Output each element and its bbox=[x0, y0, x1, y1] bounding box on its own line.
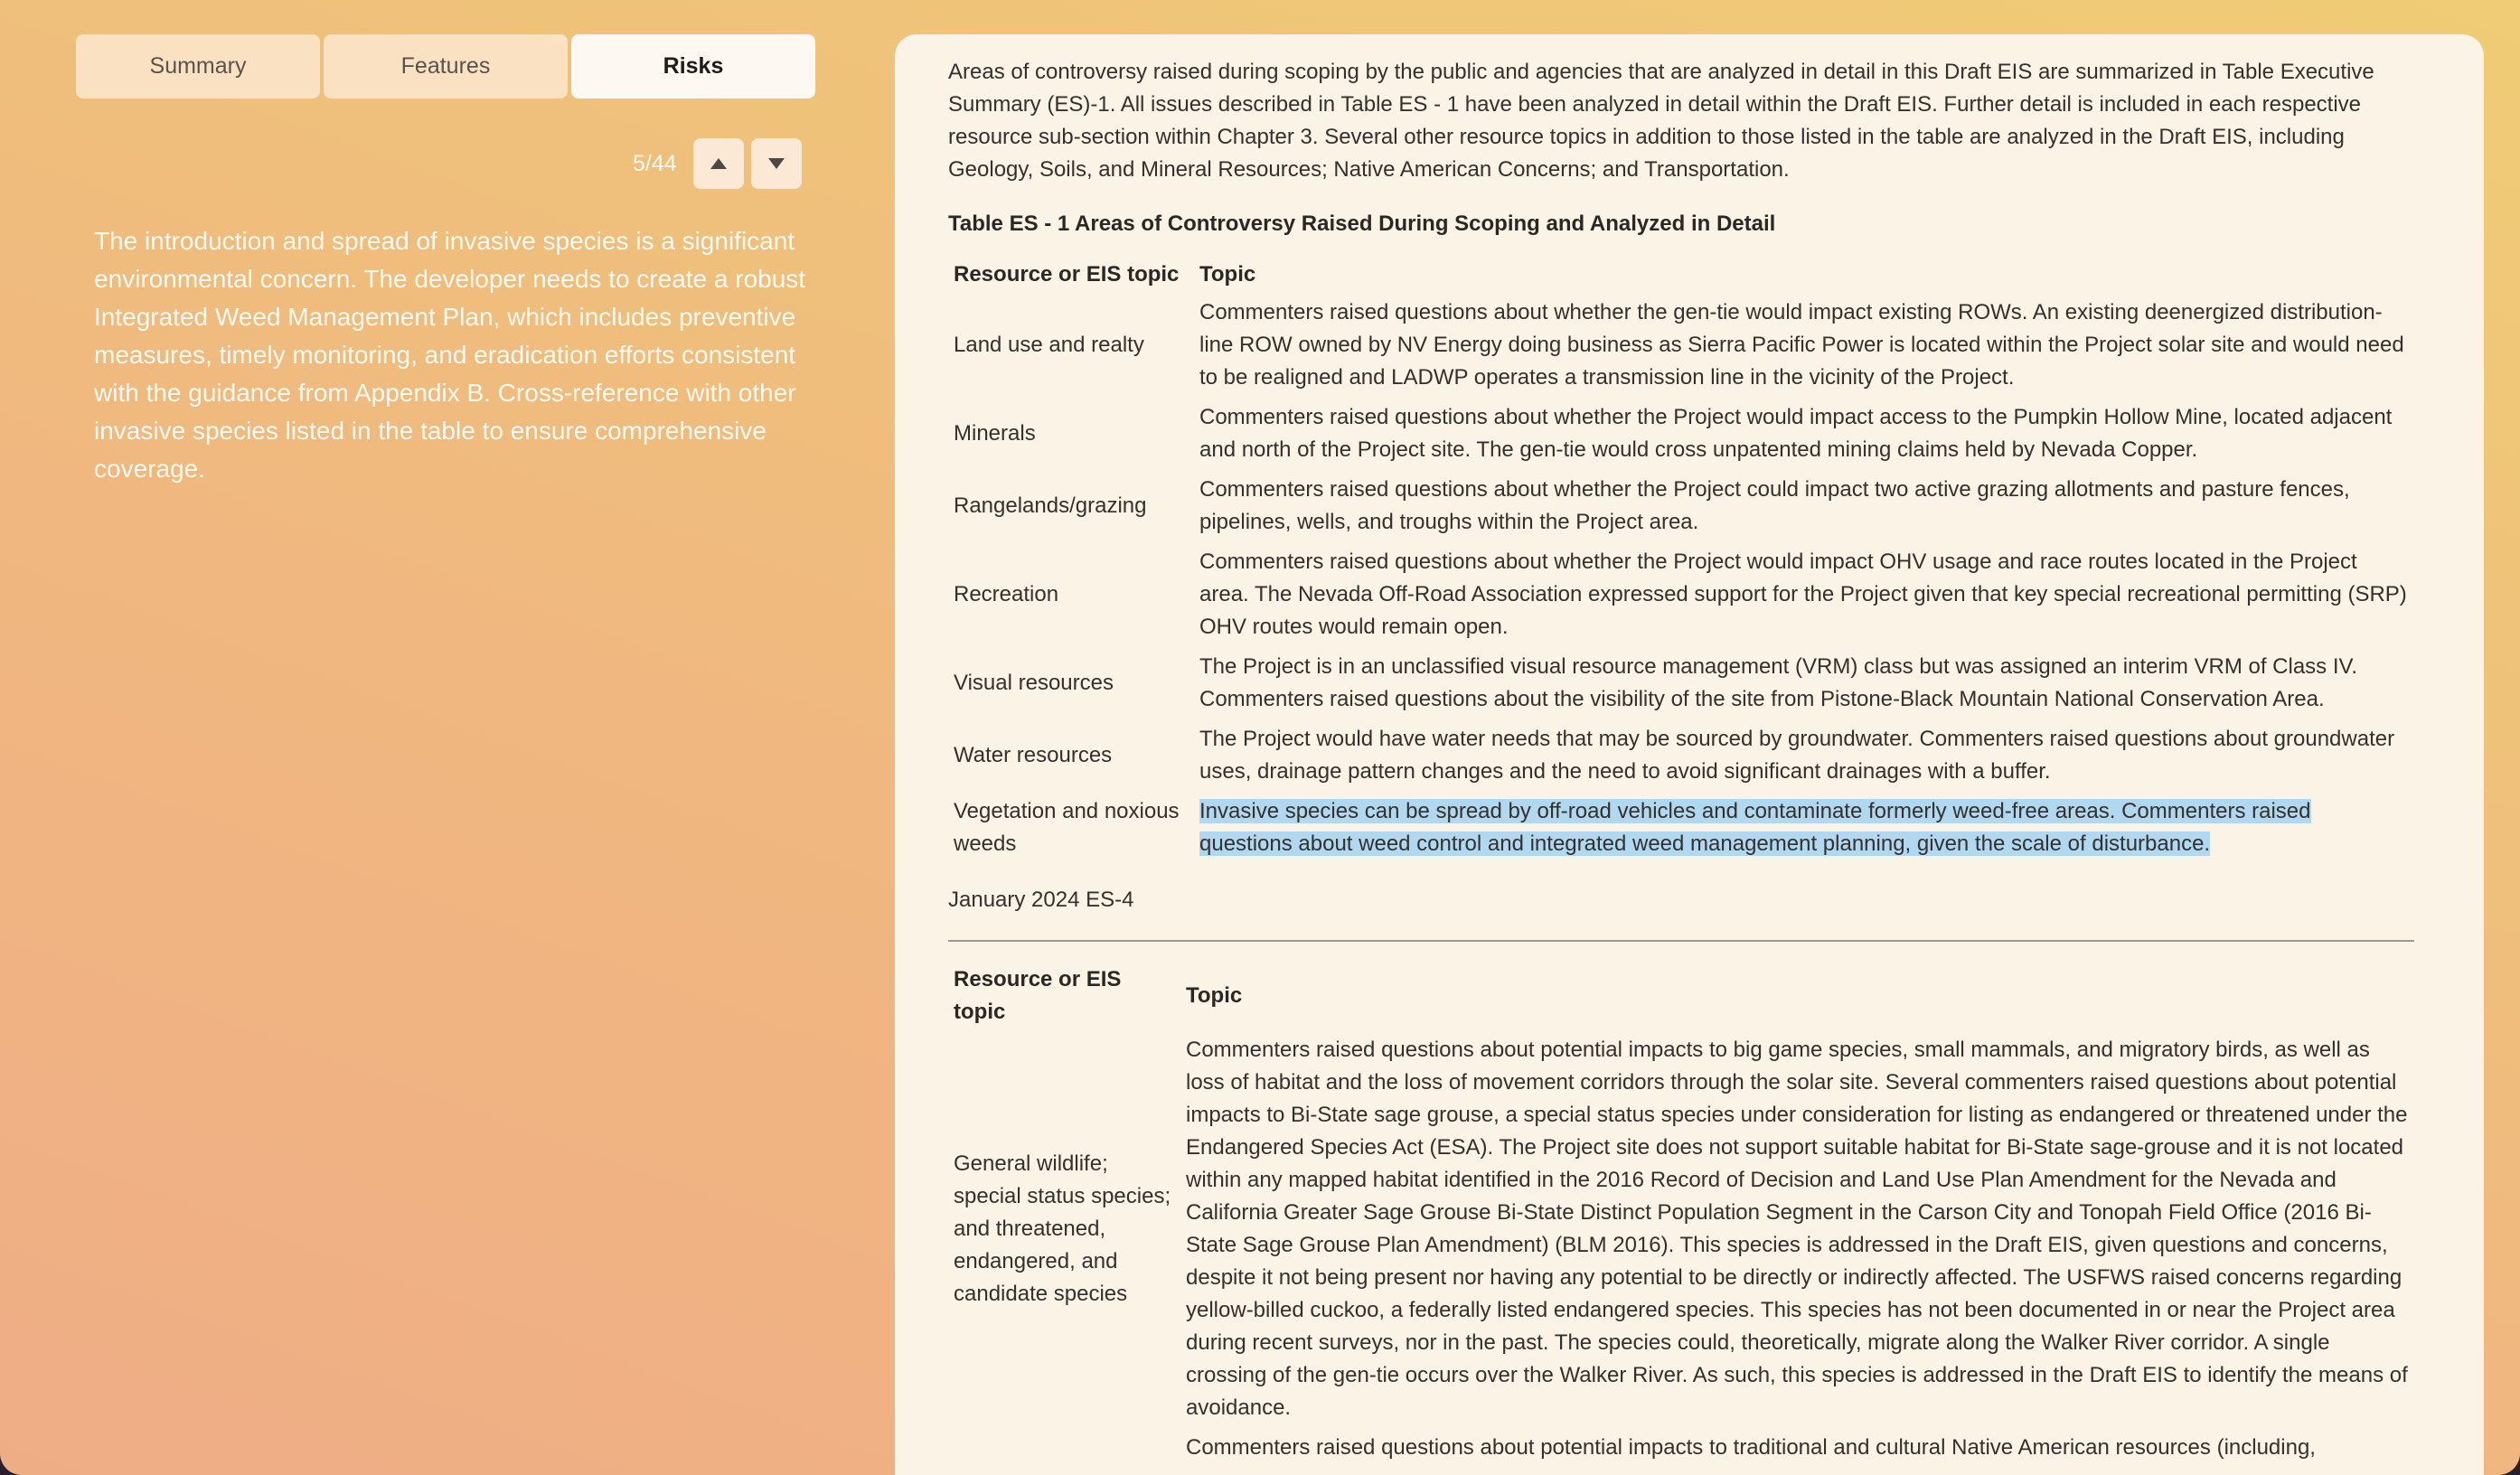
resource-cell bbox=[948, 1432, 1180, 1471]
controversy-table-continued bbox=[948, 960, 2414, 1471]
table-row bbox=[948, 474, 2414, 546]
triangle-down-icon bbox=[768, 158, 785, 169]
controversy-table bbox=[948, 255, 2414, 868]
table-row bbox=[948, 546, 2414, 651]
table-header-row bbox=[948, 255, 2414, 296]
intro-paragraph: Areas of controversy raised during scoping by the public and agencies that are analyzed in detail in this Draft EIS are summarized in Table Executive Summary (ES)-1. All issues described in Table ES - 1 have been analyzed in detail within the Draft EIS. Further detail is included in each respective resource sub-section within Chapter 3. Several other resource topics in addition to those listed in the table are analyzed in the Draft EIS, including Geology, Soils, and Mineral Resources; Native American Concerns; and Transportation. bbox=[948, 60, 2374, 182]
tab-bar bbox=[76, 34, 815, 99]
resource-cell: Minerals bbox=[954, 421, 1036, 446]
table-title: Table ES - 1 Areas of Controversy Raised During Scoping and Analyzed in Detail bbox=[948, 211, 1776, 236]
document-panel[interactable] bbox=[895, 34, 2484, 1475]
header-topic: Topic bbox=[1199, 262, 1256, 287]
next-risk-button[interactable] bbox=[751, 138, 802, 189]
header-topic: Topic bbox=[1186, 983, 1243, 1008]
topic-cell: Commenters raised questions about potential impacts to traditional and cultural Native American resources (including, bbox=[1186, 1435, 2316, 1460]
document-content bbox=[948, 56, 2414, 1471]
highlighted-text[interactable]: Invasive species can be spread by off-road vehicles and contaminate formerly weed-free areas. Commenters raised questions about weed control and integrated weed management planning, given the scale of disturbance. bbox=[1199, 799, 2311, 856]
topic-cell: The Project is in an unclassified visual resource management (VRM) class but was assigned an interim VRM of Class IV. Commenters raised questions about the visibility of the site from Pistone-Black Mountain National Conservation Area. bbox=[1199, 654, 2357, 711]
resource-cell: Rangelands/grazing bbox=[954, 493, 1147, 518]
topic-cell: Commenters raised questions about whether the Project would impact OHV usage and race routes located in the Project area. The Nevada Off-Road Association expressed support for the Project given that key special recreational permitting (SRP) OHV routes would remain open. bbox=[1199, 550, 2407, 639]
previous-risk-button[interactable] bbox=[693, 138, 744, 189]
resource-cell: Water resources bbox=[954, 743, 1113, 767]
topic-cell: Commenters raised questions about whether the Project would impact access to the Pumpkin Hollow Mine, located adjacent and north of the Project site. The gen-tie would cross unpatented mining claims held by Nevada Copper. bbox=[1199, 405, 2393, 462]
page-footer: January 2024 ES-4 bbox=[948, 888, 1134, 912]
risk-description: The introduction and spread of invasive species is a significant environmental concern. The developer needs to create a robust Integrated Weed Management Plan, which includes preventive measures, timely monitoring, and eradication efforts consistent with the guidance from Appendix B. Cross-reference with other invasive species listed in the table to ensure comprehensive coverage. bbox=[94, 227, 806, 483]
table-row bbox=[948, 401, 2414, 474]
triangle-up-icon bbox=[710, 158, 727, 169]
header-resource: Resource or EIS topic bbox=[954, 967, 1122, 1024]
table-row bbox=[948, 1432, 2414, 1471]
resource-cell: Land use and realty bbox=[954, 333, 1144, 357]
tab-features[interactable]: Features bbox=[324, 34, 568, 99]
table-header-row bbox=[948, 960, 2414, 1034]
resource-cell: Visual resources bbox=[954, 671, 1114, 695]
resource-cell: Recreation bbox=[954, 582, 1059, 606]
tab-summary[interactable]: Summary bbox=[76, 34, 320, 99]
resource-cell: General wildlife; special status species; and threatened, endangered, and candidate species bbox=[954, 1151, 1171, 1306]
tab-risks[interactable]: Risks bbox=[571, 34, 815, 99]
topic-cell: The Project would have water needs that may be sourced by groundwater. Commenters raised questions about groundwater uses, drainage pattern changes and the need to avoid significant drainages with a buffer. bbox=[1199, 727, 2395, 784]
table-row-highlighted bbox=[948, 795, 2414, 868]
topic-cell: Commenters raised questions about whether the Project could impact two active grazing allotments and pasture fences, pipelines, wells, and troughs within the Project area. bbox=[1199, 477, 2350, 534]
table-row bbox=[948, 651, 2414, 723]
resource-cell: Vegetation and noxious weeds bbox=[954, 799, 1180, 856]
page-divider bbox=[948, 940, 2414, 942]
table-row bbox=[948, 296, 2414, 401]
topic-cell bbox=[1194, 795, 2414, 868]
table-row bbox=[948, 723, 2414, 795]
table-row bbox=[948, 1034, 2414, 1432]
topic-cell: Commenters raised questions about whether the gen-tie would impact existing ROWs. An existing deenergized distribution-line ROW owned by NV Energy doing business as Sierra Pacific Power is located within the Project solar site and would need to be realigned and LADWP operates a transmission line in the vicinity of the Project. bbox=[1199, 300, 2404, 390]
risk-counter: 5/44 bbox=[633, 150, 677, 176]
risk-navigator bbox=[633, 141, 802, 186]
topic-cell: Commenters raised questions about potential impacts to big game species, small mammals, and migratory birds, as well as loss of habitat and the loss of movement corridors through the solar site. Several commenters raised questions about potential impacts to Bi-State sage grouse, a special status species under consideration for listing as endangered or threatened under the Endangered Species Act (ESA). The Project site does not support suitable habitat for Bi-State sage-grouse and it is not located within any mapped habitat identified in the 2016 Record of Decision and Land Use Plan Amendment for the Nevada and California Greater Sage Grouse Bi-State Distinct Population Segment in the Carson City and Tonopah Field Office (2016 Bi-State Sage Grouse Plan Amendment) (BLM 2016). This species is addressed in the Draft EIS, given questions and concerns, despite it not being present nor having any potential to be directly or indirectly affected. The USFWS raised concerns regarding yellow-billed cuckoo, a federally listed endangered species. This species has not been documented in or near the Project area during recent surveys, nor in the past. The species could, theoretically, migrate along the Walker River corridor. A single crossing of the gen-tie occurs over the Walker River. As such, this species is addressed in the Draft EIS to identify the means of avoidance. bbox=[1186, 1038, 2408, 1420]
header-resource: Resource or EIS topic bbox=[954, 262, 1180, 287]
